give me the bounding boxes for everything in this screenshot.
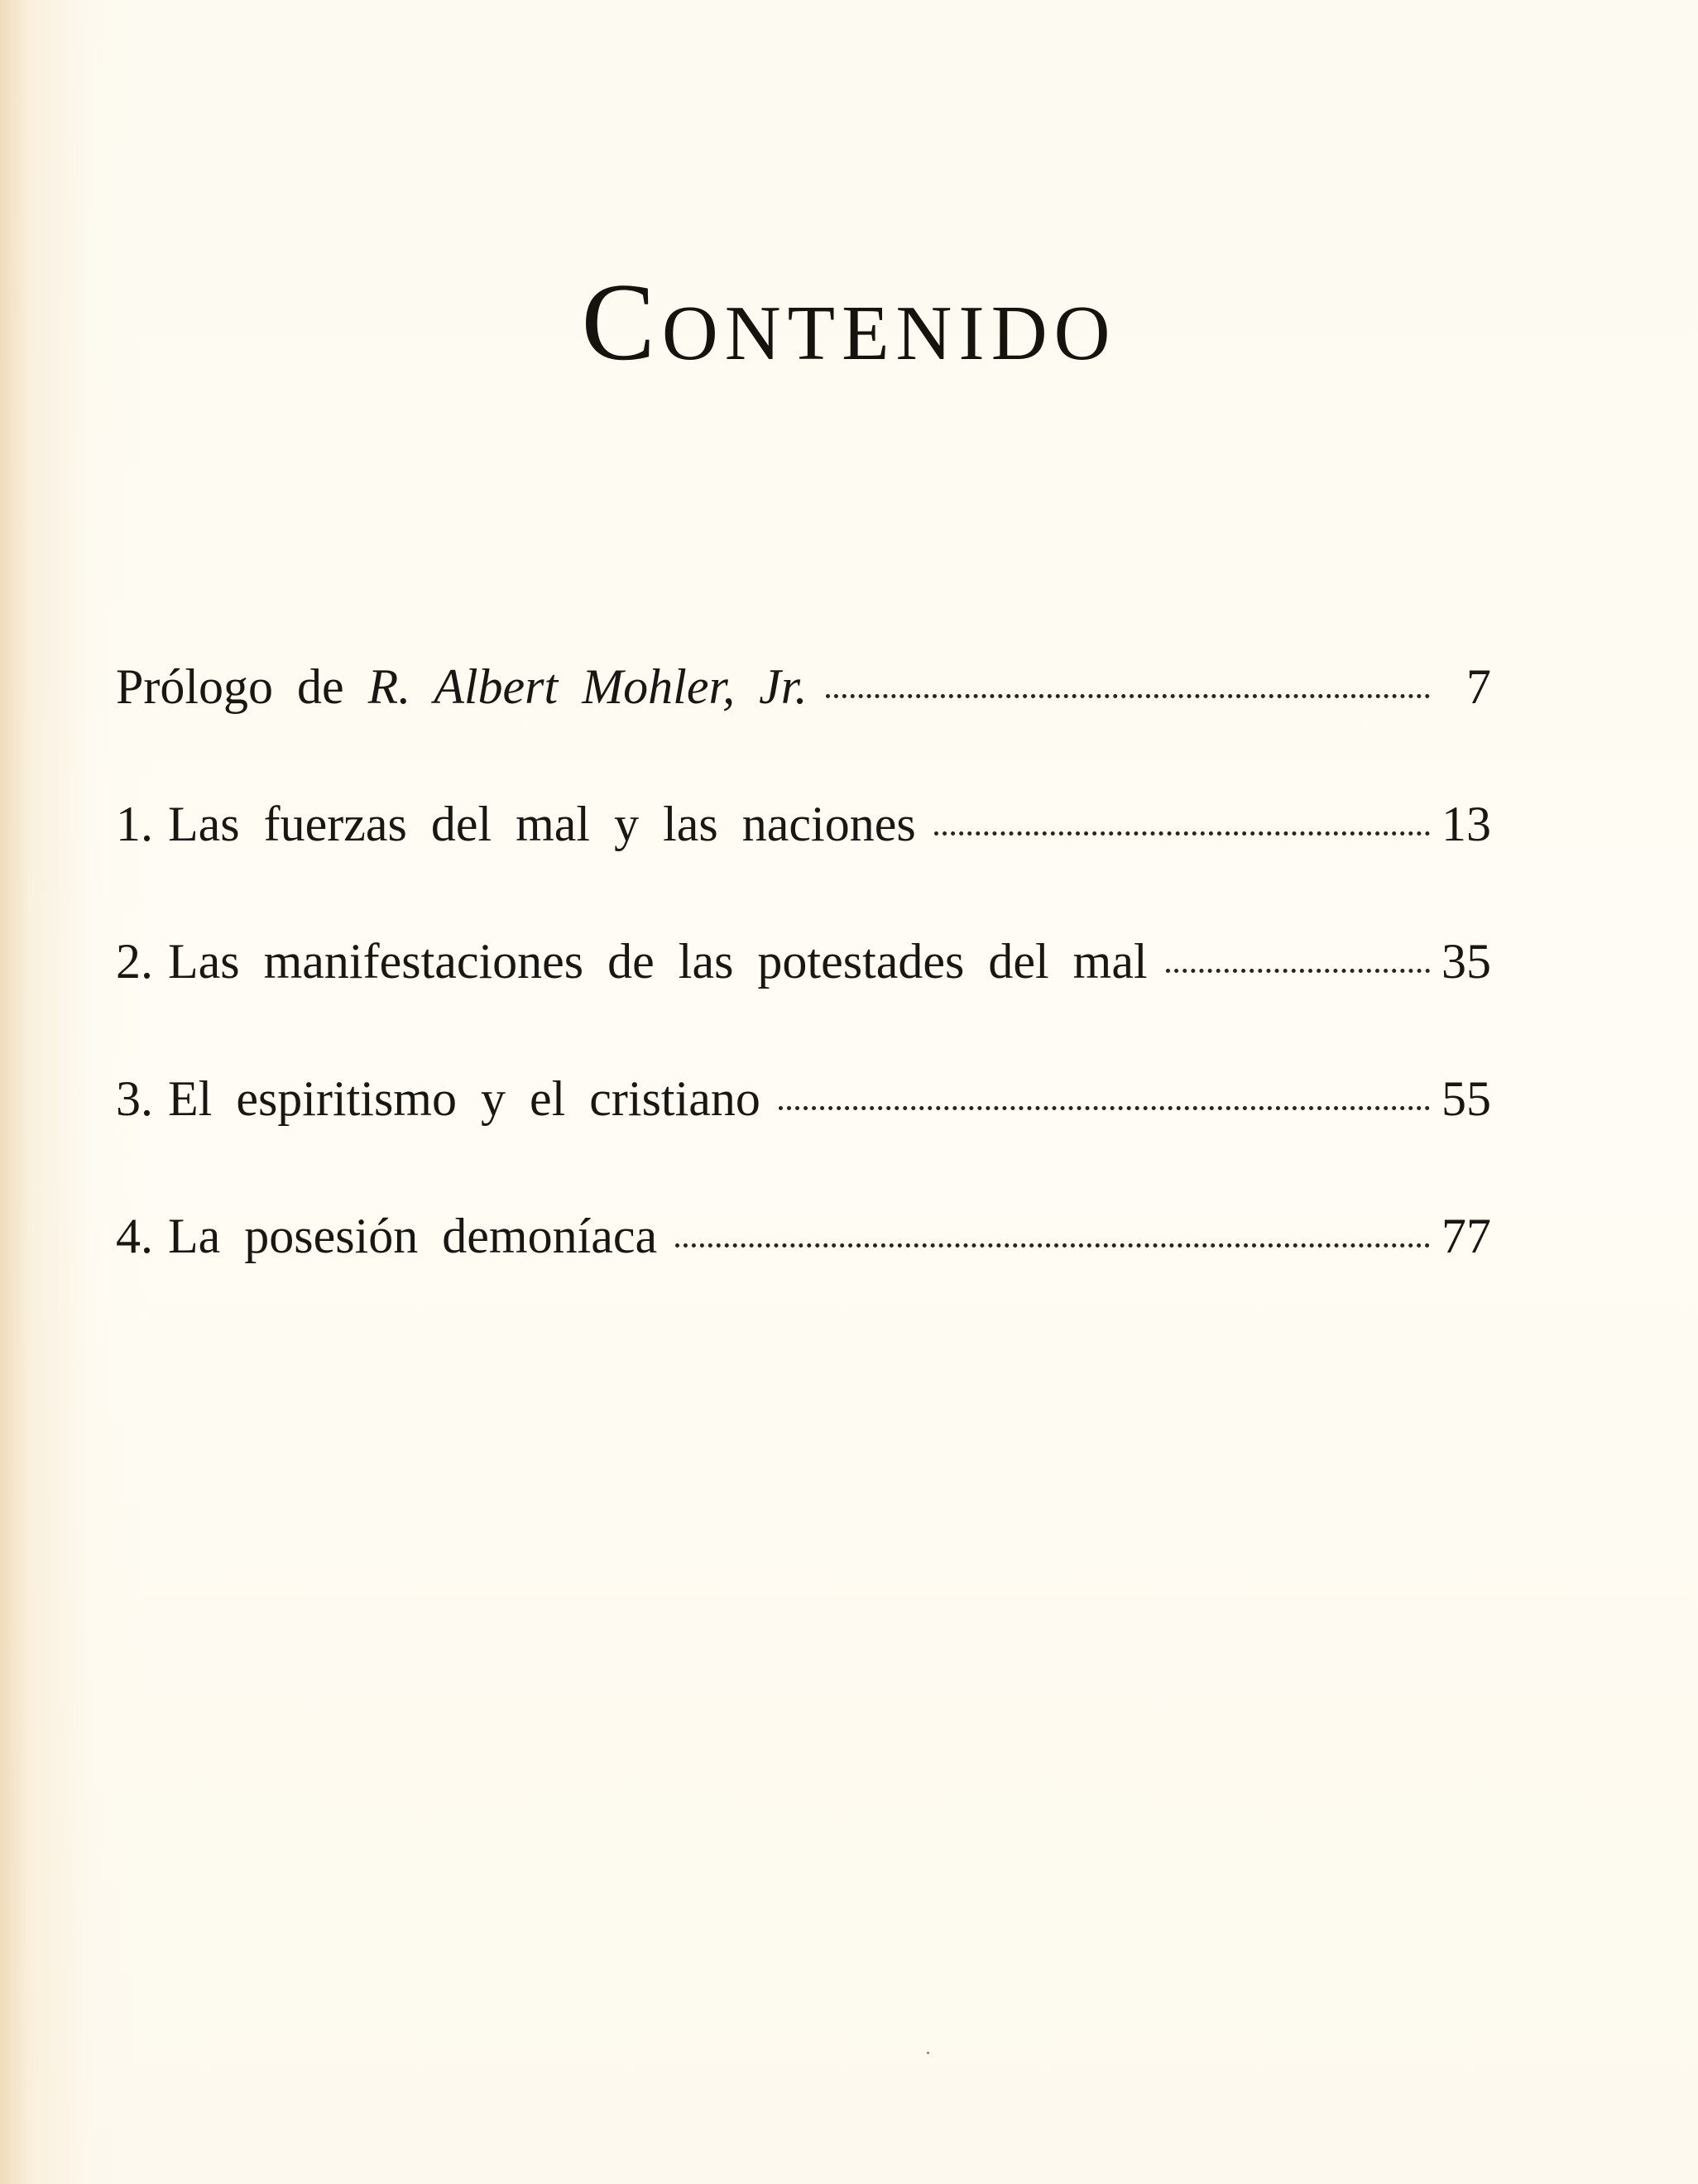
toc-entry-prologue — [116, 659, 1491, 720]
toc-entry-label — [116, 1071, 760, 1126]
page-number: 35 — [1441, 934, 1491, 989]
table-of-contents — [116, 659, 1491, 1348]
toc-entry-chapter-4 — [116, 1211, 1491, 1269]
page-number: 7 — [1466, 659, 1491, 714]
dot-leader — [779, 1106, 1430, 1110]
dot-leader — [1166, 969, 1430, 973]
toc-entry-label — [116, 1211, 657, 1261]
chapter-title: El espiritismo y el cristiano — [168, 1071, 760, 1126]
toc-entry-chapter-1 — [116, 799, 1491, 857]
dot-leader — [826, 694, 1430, 698]
chapter-title: La posesión demoníaca — [168, 1209, 658, 1263]
chapter-number: 3. — [116, 1071, 153, 1126]
page-number: 55 — [1441, 1071, 1491, 1126]
page-number: 13 — [1441, 797, 1491, 851]
dot-leader — [934, 831, 1430, 836]
toc-entry-label — [116, 799, 916, 849]
toc-entry-chapter-2 — [116, 936, 1491, 994]
prologue-prefix: Prólogo de — [116, 659, 368, 714]
prologue-author: R. Albert Mohler, Jr. — [367, 659, 808, 714]
paper-speck — [927, 2052, 929, 2054]
chapter-number: 1. — [116, 797, 153, 851]
chapter-number: 4. — [116, 1209, 153, 1263]
chapter-title: Las fuerzas del mal y las naciones — [168, 797, 916, 851]
toc-entry-chapter-3 — [116, 1071, 1491, 1132]
toc-entry-label — [116, 934, 1148, 989]
page-title: Contenido — [581, 260, 1117, 383]
dot-leader — [675, 1243, 1430, 1248]
chapter-number: 2. — [116, 934, 153, 989]
chapter-title: Las manifestaciones de las potestades del mal — [168, 934, 1148, 989]
page-number: 77 — [1441, 1209, 1491, 1263]
toc-entry-label — [116, 659, 808, 714]
